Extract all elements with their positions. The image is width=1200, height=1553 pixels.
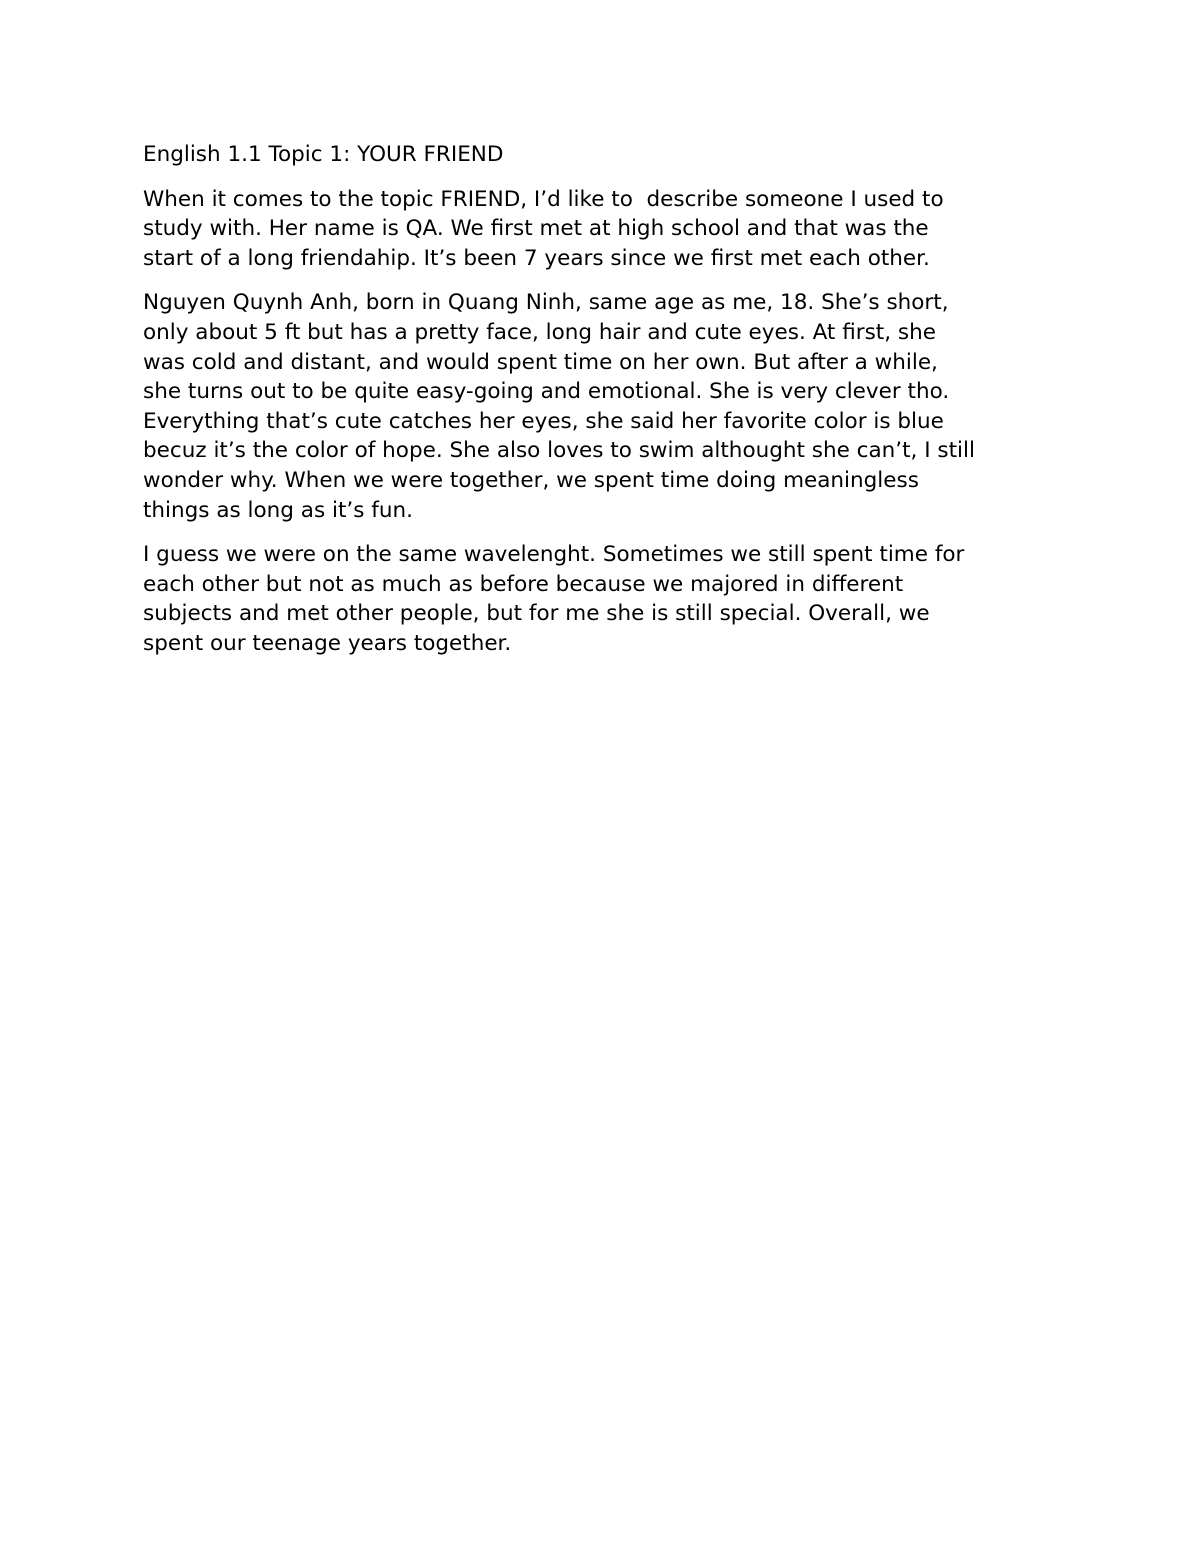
text-line: When it comes to the topic FRIEND, I’d like to describe someone I used to <box>143 186 944 212</box>
text-line: she turns out to be quite easy-going and emotional. She is very clever tho. <box>143 379 950 405</box>
text-line: becuz it’s the color of hope. She also loves to swim althought she can’t, I still <box>143 438 975 464</box>
document-body <box>143 140 1063 674</box>
text-line: start of a long friendahip. It’s been 7 years since we first met each other. <box>143 245 930 271</box>
paragraph-conclusion <box>143 540 1063 658</box>
text-line: I guess we were on the same wavelenght. Sometimes we still spent time for <box>143 542 965 568</box>
text-line: only about 5 ft but has a pretty face, long hair and cute eyes. At first, she <box>143 319 936 345</box>
document-title: English 1.1 Topic 1: YOUR FRIEND <box>143 142 504 167</box>
text-line: subjects and met other people, but for me she is still special. Overall, we <box>143 601 930 627</box>
text-line: things as long as it’s fun. <box>143 497 413 523</box>
text-line: Nguyen Quynh Anh, born in Quang Ninh, same age as me, 18. She’s short, <box>143 290 949 316</box>
text-line: wonder why. When we were together, we spent time doing meaningless <box>143 467 919 493</box>
text-line: was cold and distant, and would spent time on her own. But after a while, <box>143 349 938 375</box>
paragraph-intro <box>143 185 1063 274</box>
text-line: spent our teenage years together. <box>143 630 512 656</box>
paragraph-description <box>143 288 1063 525</box>
text-line: Everything that’s cute catches her eyes, she said her favorite color is blue <box>143 408 944 434</box>
text-line: each other but not as much as before because we majored in different <box>143 571 904 597</box>
text-line: study with. Her name is QA. We first met at high school and that was the <box>143 216 929 242</box>
